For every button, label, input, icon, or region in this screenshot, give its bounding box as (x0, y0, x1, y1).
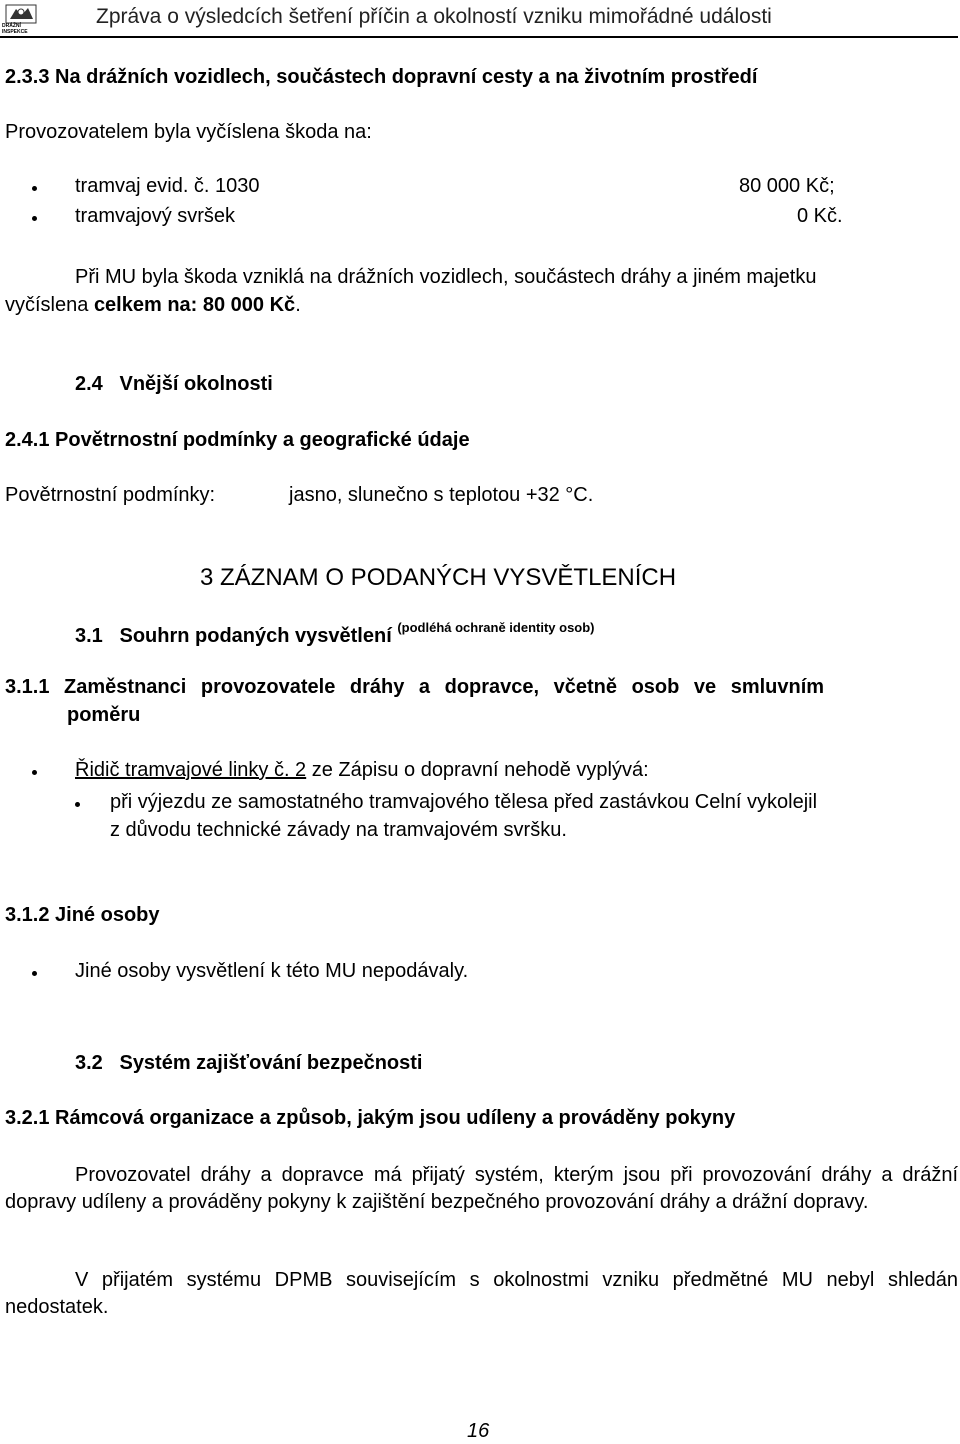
drazni-inspekce-logo (2, 3, 40, 35)
heading-3-2: 3.2 Systém zajišťování bezpečnosti (75, 1052, 423, 1074)
weather-label: Povětrnostní podmínky: (5, 484, 216, 506)
weather-value: jasno, slunečno s teplotou +32 °C. (289, 484, 594, 506)
damage-item-value: 0 Kč. (797, 205, 843, 227)
heading-3-1-text: 3.1 Souhrn podaných vysvětlení (75, 625, 392, 647)
summary-suffix: . (295, 294, 301, 316)
heading-3-1-1-line1: 3.1.1 Zaměstnanci provozovatele dráhy a dopravce, včetně osob ve smluvním (5, 676, 825, 698)
heading-2-4-1: 2.4.1 Povětrnostní podmínky a geografické údaje (5, 429, 470, 451)
heading-3-1 (75, 620, 595, 648)
damage-item-label: tramvaj evid. č. 1030 (75, 175, 260, 197)
damage-item-value: 80 000 Kč; (739, 175, 835, 197)
driver-line (75, 759, 649, 782)
heading-3-2-1: 3.2.1 Rámcová organizace a způsob, jakým jsou udíleny a prováděny pokyny (5, 1107, 736, 1129)
damage-summary-line1: Při MU byla škoda vzniklá na drážních vozidlech, součástech dráhy a jiném majetku (75, 266, 817, 288)
header-title: Zpráva o výsledcích šetření příčin a okolností vzniku mimořádné události (96, 5, 772, 28)
bullet-icon (32, 216, 37, 221)
damage-item-label: tramvajový svršek (75, 205, 236, 227)
bullet-icon (32, 971, 37, 976)
identity-note: (podléhá ochraně identity osob) (397, 620, 595, 635)
driver-statement-line1: při výjezdu ze samostatného tramvajového tělesa před zastávkou Celní vykolejil (110, 791, 818, 813)
page-number: 16 (467, 1420, 490, 1442)
driver-statement-line2: z důvodu technické závady na tramvajovém svršku. (110, 819, 567, 841)
heading-2-4: 2.4 Vnější okolnosti (75, 373, 273, 395)
driver-label: Řidič tramvajové linky č. 2 (75, 759, 307, 781)
chapter-3-title: 3 ZÁZNAM O PODANÝCH VYSVĚTLENÍCH (200, 564, 677, 591)
bullet-icon (32, 186, 37, 191)
bullet-icon (32, 770, 37, 775)
damage-summary-line2 (5, 294, 301, 317)
logo-text-2: INSPEKCE (2, 29, 28, 35)
other-persons-text: Jiné osoby vysvětlení k této MU nepodávaly. (75, 960, 469, 982)
driver-source: ze Zápisu o dopravní nehodě vyplývá: (306, 759, 649, 781)
logo-text-1: DRÁŽNÍ (2, 23, 21, 29)
summary-prefix: vyčíslena (5, 294, 94, 316)
paragraph-no-deficiency: V přijatém systému DPMB souvisejícím s okolnostmi vzniku předmětné MU nebyl shledán nedostatek. (5, 1269, 958, 1318)
header-divider (0, 36, 958, 38)
summary-total: celkem na: 80 000 Kč (93, 294, 296, 316)
paragraph-instructions-system: Provozovatel dráhy a dopravce má přijatý systém, kterým jsou při provozování dráhy a drážní dopravy udíleny a prováděny pokyny k zajištění bezpečného provozování dráhy a drážní dopravy. (5, 1164, 958, 1213)
damage-intro: Provozovatelem byla vyčíslena škoda na: (5, 121, 372, 143)
bullet-icon (75, 802, 80, 807)
heading-2-3-3: 2.3.3 Na drážních vozidlech, součástech dopravní cesty a na životním prostředí (5, 66, 758, 88)
heading-3-1-1-line2: poměru (67, 704, 141, 726)
heading-3-1-2: 3.1.2 Jiné osoby (5, 904, 160, 926)
